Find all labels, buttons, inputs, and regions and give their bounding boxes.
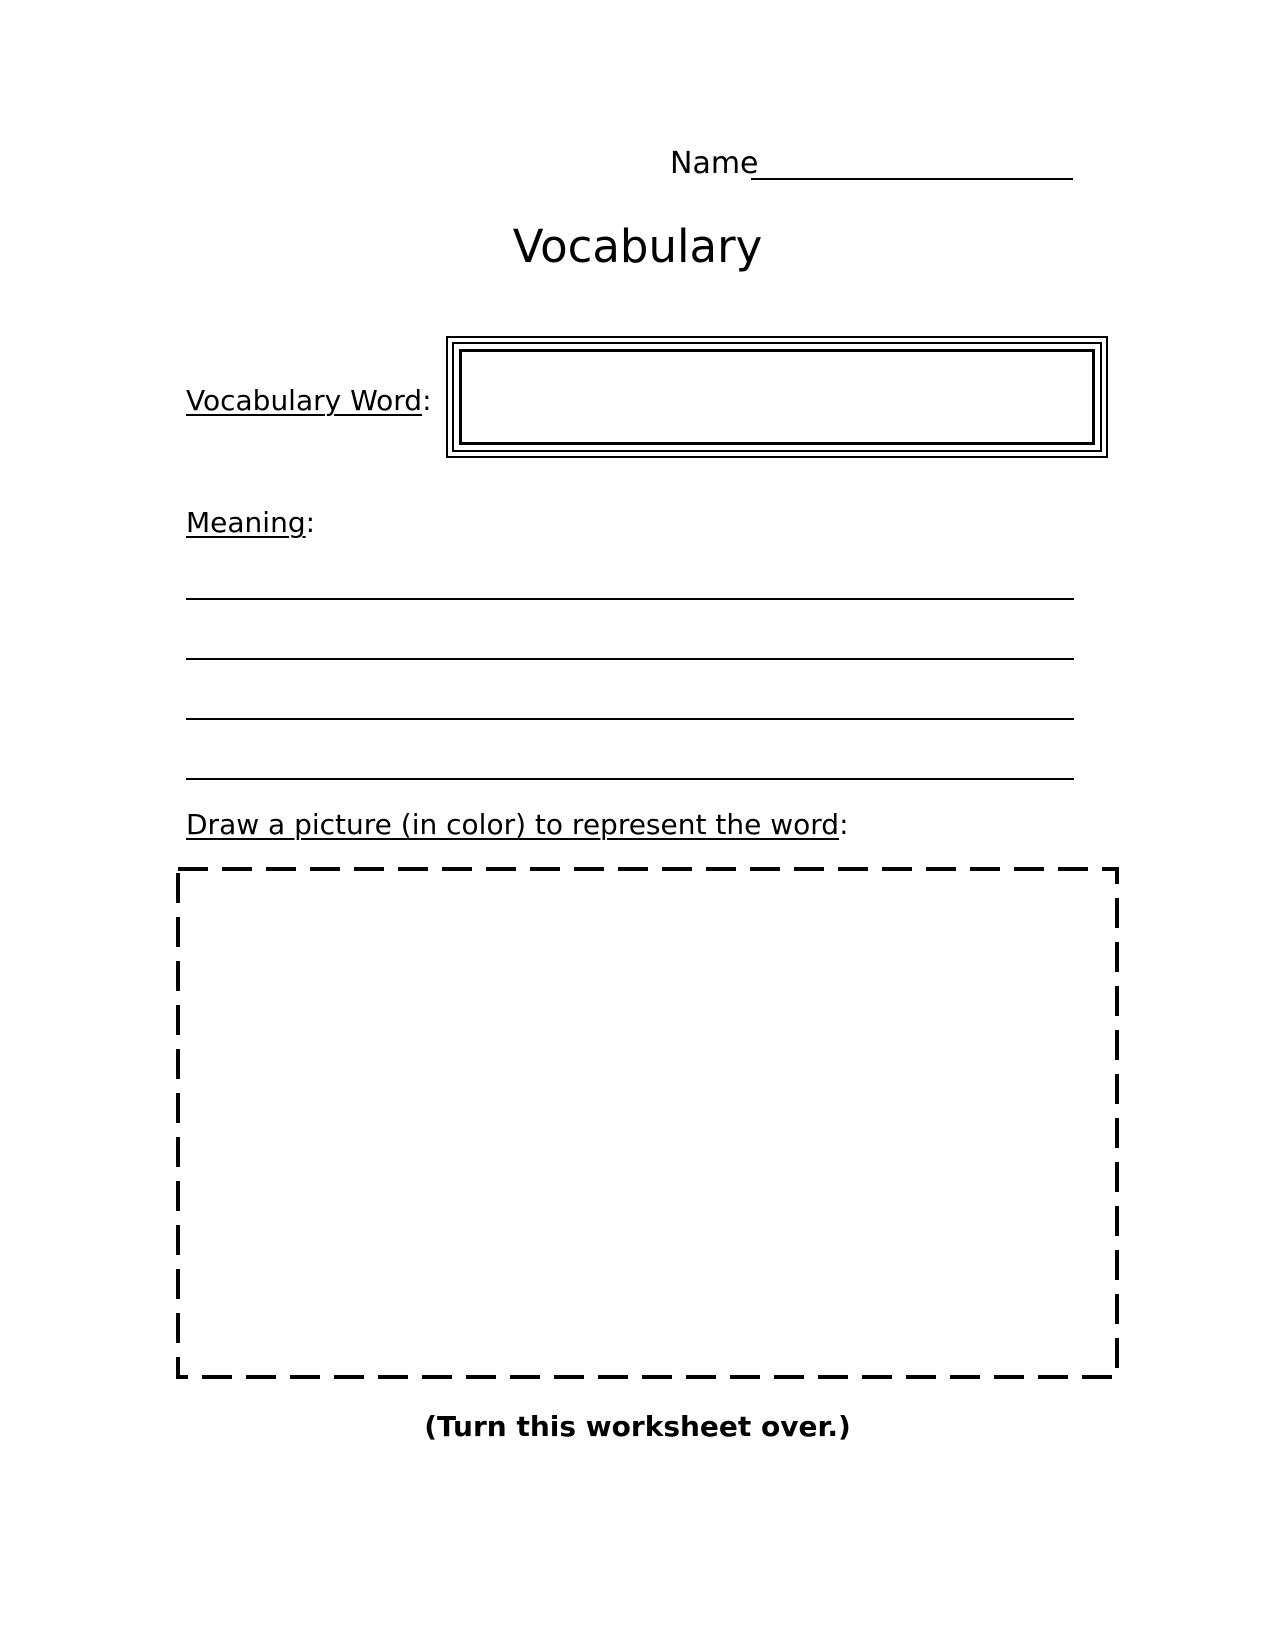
meaning-label-colon: :	[305, 506, 316, 539]
draw-picture-label-text: Draw a picture (in color) to represent the word	[186, 808, 840, 841]
meaning-line-3[interactable]	[186, 718, 1074, 720]
turn-over-note: (Turn this worksheet over.)	[424, 1410, 851, 1443]
draw-picture-label-colon: :	[839, 808, 849, 841]
vocabulary-word-label-text: Vocabulary Word	[186, 384, 423, 417]
vocabulary-word-label	[186, 384, 432, 418]
page-title: Vocabulary	[512, 220, 763, 273]
vocabulary-word-box[interactable]	[446, 336, 1108, 458]
drawing-area[interactable]	[176, 867, 1119, 1379]
name-label: Name	[670, 146, 759, 181]
name-input-line[interactable]	[751, 178, 1073, 180]
vocabulary-word-box-inner-border	[459, 349, 1095, 445]
meaning-line-4[interactable]	[186, 778, 1074, 780]
drawing-area-dashed-border	[178, 869, 1117, 1377]
vocabulary-word-label-colon: :	[422, 384, 432, 417]
meaning-line-1[interactable]	[186, 598, 1074, 600]
meaning-label-text: Meaning	[186, 506, 306, 539]
draw-picture-label	[186, 808, 849, 842]
meaning-label	[186, 506, 315, 540]
vocabulary-word-box-mid-border	[452, 342, 1102, 452]
meaning-line-2[interactable]	[186, 658, 1074, 660]
